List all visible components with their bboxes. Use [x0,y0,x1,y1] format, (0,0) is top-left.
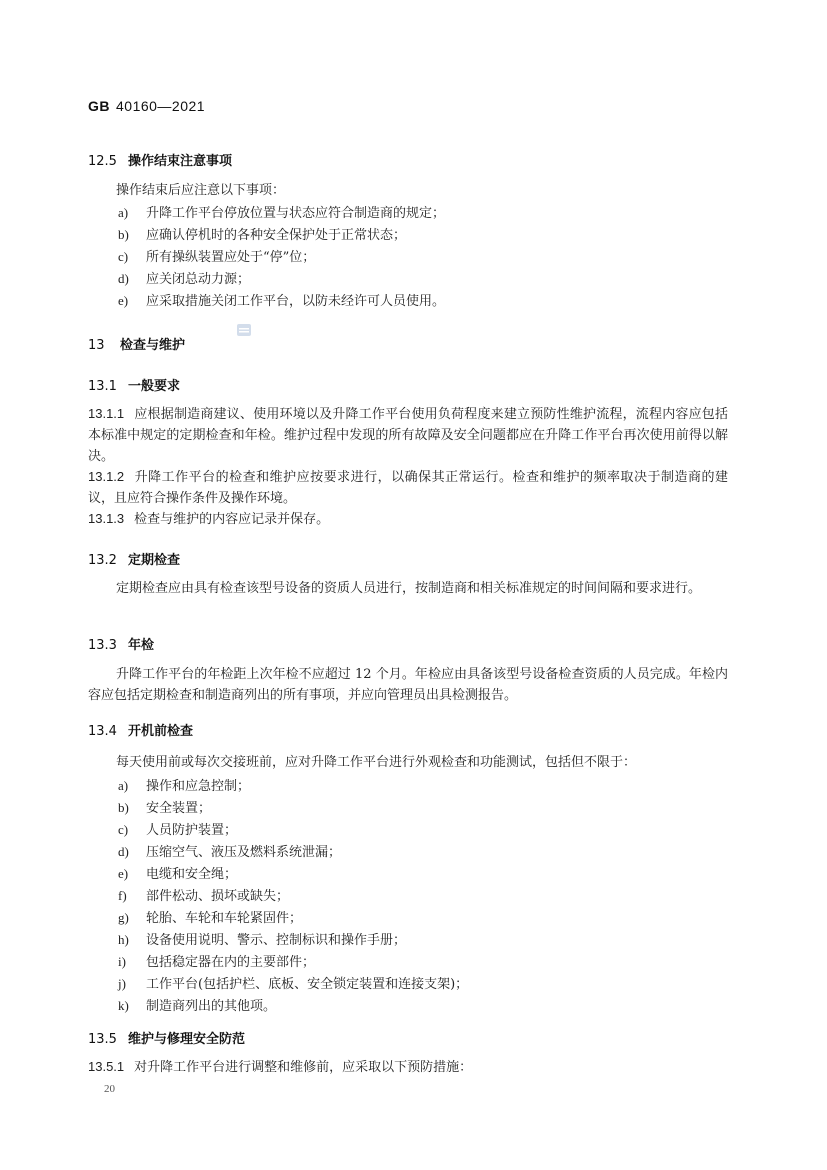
heading-number: 13.4 [88,724,117,739]
heading-title: 开机前检查 [128,724,194,739]
std-number: 40160—2021 [116,98,206,114]
paragraph-13-2: 定期检查应由具有检查该型号设备的资质人员进行，按制造商和相关标准规定的时间间隔和要求进行。 [116,581,702,596]
list-item: a) 升降工作平台停放位置与状态应符合制造商的规定； [118,205,446,221]
heading-number: 13.2 [88,553,117,568]
list-item: k) 制造商列出的其他项。 [118,998,277,1014]
heading-12-5 [88,150,232,169]
heading-13-2 [88,549,180,568]
heading-13 [88,334,185,353]
paragraph-13-1-1: 13.1.1 应根据制造商建议、使用环境以及升降工作平台使用负荷程度来建立预防性维护流程，流程内容应包括本标准中规定的定期检查和年检。维护过程中发现的所有故障及安全问题都应在升降工作平台再次使用前得以解决。 [88,406,728,464]
list-item: c) 人员防护装置； [118,822,238,838]
list-item: j) 工作平台(包括护栏、底板、安全锁定装置和连接支架)； [118,976,469,992]
list-item: b) 安全装置； [118,800,212,816]
list-item: b) 应确认停机时的各种安全保护处于正常状态； [118,227,407,243]
list-item: d) 应关闭总动力源； [118,271,251,287]
watermark-logo-icon [237,324,251,336]
heading-number: 13 [88,338,105,353]
heading-title: 维护与修理安全防范 [128,1032,246,1047]
list-item: f) 部件松动、损坏或缺失； [118,888,290,904]
heading-number: 13.3 [88,638,117,653]
heading-number: 13.1 [88,379,117,394]
paragraph-13-4-intro: 每天使用前或每次交接班前，应对升降工作平台进行外观检查和功能测试，包括但不限于： [116,755,637,770]
paragraph-13-1-3: 13.1.3 检查与维护的内容应记录并保存。 [88,511,330,527]
std-prefix: GB [88,98,110,114]
heading-13-1 [88,375,180,394]
heading-title: 检查与维护 [120,338,186,353]
paragraph-13-1-2: 13.1.2 升降工作平台的检查和维护应按要求进行，以确保其正常运行。检查和维护的频率取决于制造商的建议，且应符合操作条件及操作环境。 [88,469,728,506]
list-item: e) 应采取措施关闭工作平台，以防未经许可人员使用。 [118,293,446,309]
heading-title: 一般要求 [128,379,181,394]
heading-13-3 [88,634,154,653]
heading-number: 12.5 [88,154,117,169]
standard-code [88,98,205,114]
paragraph-13-5-1: 13.5.1 对升降工作平台进行调整和维修前，应采取以下预防措施： [88,1059,473,1075]
list-item: i) 包括稳定器在内的主要部件； [118,954,316,970]
page-number: 20 [104,1083,115,1095]
list-item: c) 所有操纵装置应处于“停”位； [118,249,316,265]
list-item: a) 操作和应急控制； [118,778,251,794]
heading-title: 年检 [128,638,155,653]
heading-13-4 [88,720,193,739]
paragraph-12-5-intro: 操作结束后应注意以下事项： [116,183,286,198]
list-item: e) 电缆和安全绳； [118,866,238,882]
heading-13-5 [88,1028,245,1047]
heading-number: 13.5 [88,1032,117,1047]
list-item: d) 压缩空气、液压及燃料系统泄漏； [118,844,342,860]
list-item: h) 设备使用说明、警示、控制标识和操作手册； [118,932,407,948]
list-item: g) 轮胎、车轮和车轮紧固件； [118,910,303,926]
paragraph-13-3: 升降工作平台的年检距上次年检不应超过 12 个月。年检应由具备该型号设备检查资质的人员完成。年检内容应包括定期检查和制造商列出的所有事项，并应向管理员出具检测报告。 [88,667,728,703]
heading-title: 操作结束注意事项 [128,154,233,169]
heading-title: 定期检查 [128,553,181,568]
